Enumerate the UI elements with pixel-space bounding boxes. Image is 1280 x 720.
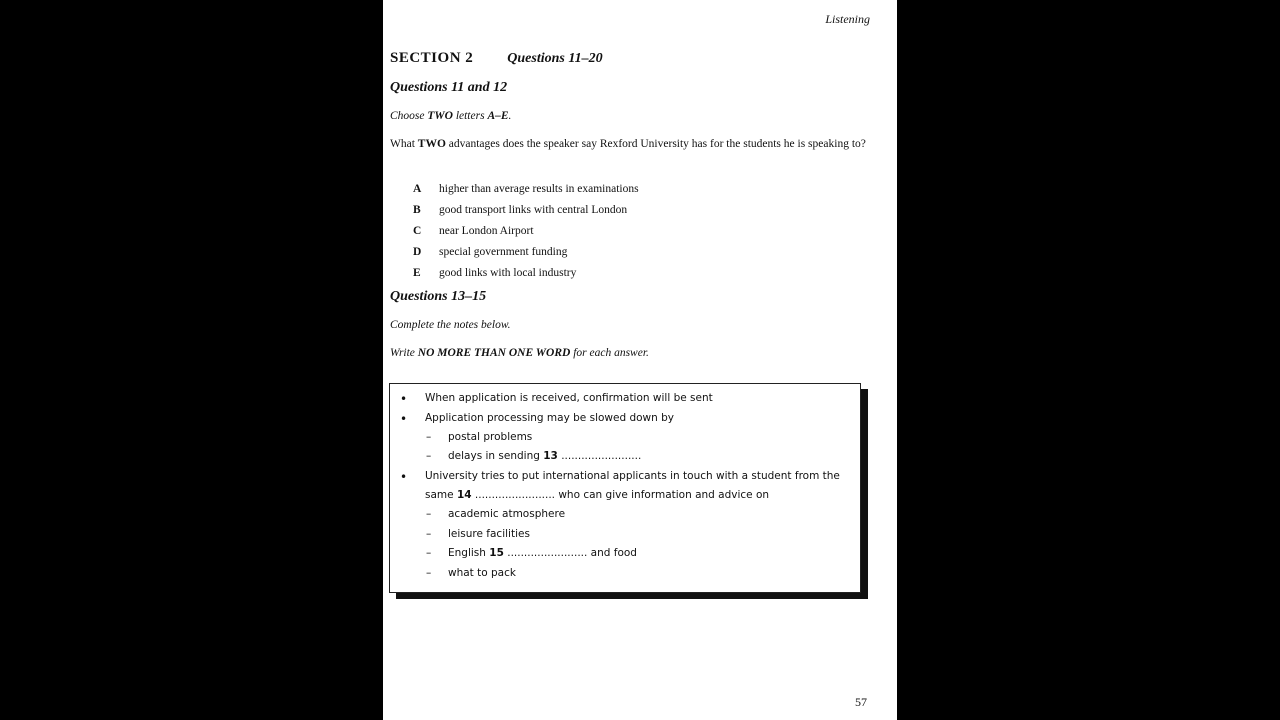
word-limit-instruction: [390, 347, 649, 359]
question-prompt: [390, 137, 870, 151]
section-range: Questions 11–20: [507, 51, 603, 66]
option-text: special government funding: [439, 245, 568, 258]
question-text: advantages does the speaker say Rexford University has for the students he is speaking to?: [445, 138, 866, 150]
dash-icon: –: [426, 567, 432, 579]
note-sub-postal: postal problems: [448, 431, 533, 443]
instruction-text: for each answer.: [570, 347, 649, 359]
book-page: [383, 0, 897, 720]
questions-11-12-heading: Questions 11 and 12: [390, 80, 508, 95]
option-d: [413, 241, 639, 262]
option-text: good transport links with central London: [439, 203, 628, 216]
option-e: [413, 262, 639, 283]
bullet-icon: •: [400, 392, 408, 406]
option-letter: C: [413, 224, 422, 237]
instruction-text: Choose: [390, 110, 428, 122]
option-a: [413, 178, 639, 199]
instruction-text: letters: [452, 110, 488, 122]
note-text: English: [448, 547, 490, 559]
answer-blank-14: ........................ who can give information and advice on: [471, 489, 770, 501]
complete-instruction: Complete the notes below.: [390, 319, 511, 331]
answer-blank-15: ........................ and food: [503, 547, 637, 559]
instruction-text: .: [508, 110, 512, 122]
question-bold: TWO: [417, 138, 446, 150]
choose-instruction: [390, 110, 511, 122]
note-text: delays in sending: [448, 450, 544, 462]
note-bullet-2: Application processing may be slowed down by: [425, 412, 675, 424]
dash-icon: –: [426, 450, 432, 462]
option-letter: D: [413, 245, 422, 258]
option-text: near London Airport: [439, 224, 534, 237]
questions-13-15-heading: Questions 13–15: [390, 289, 487, 304]
instruction-bold: TWO: [427, 110, 453, 122]
answer-blank-13: ........................: [557, 450, 642, 462]
option-c: [413, 220, 639, 241]
bullet-icon: •: [400, 470, 408, 484]
instruction-bold: A–E: [487, 110, 509, 122]
instruction-text: Write: [390, 347, 418, 359]
option-letter: A: [413, 182, 422, 195]
running-head: Listening: [825, 12, 870, 26]
dash-icon: –: [426, 528, 432, 540]
question-text: What: [390, 138, 418, 150]
question-number-13: 13: [543, 450, 558, 462]
note-bullet-3-line-2: [425, 489, 769, 501]
instruction-bold: NO MORE THAN ONE WORD: [417, 347, 571, 359]
options-list: [413, 178, 639, 283]
notes-box: [389, 383, 861, 593]
question-number-14: 14: [456, 489, 472, 501]
page-number: 57: [855, 695, 867, 709]
note-sub-english: [448, 547, 637, 559]
note-sub-leisure: leisure facilities: [448, 528, 530, 540]
dash-icon: –: [426, 547, 432, 559]
note-bullet-1: When application is received, confirmation will be sent: [425, 392, 713, 404]
note-bullet-3-line-1: University tries to put international applicants in touch with a student from the: [425, 470, 840, 482]
question-number-15: 15: [489, 547, 504, 559]
bullet-icon: •: [400, 412, 408, 426]
option-text: good links with local industry: [439, 266, 577, 279]
note-sub-academic: academic atmosphere: [448, 508, 566, 520]
section-label: SECTION 2: [390, 50, 474, 66]
note-text: same: [425, 489, 457, 501]
option-text: higher than average results in examinations: [439, 182, 639, 195]
dash-icon: –: [426, 431, 432, 443]
section-heading: [390, 50, 603, 67]
option-letter: B: [413, 203, 421, 216]
option-b: [413, 199, 639, 220]
note-sub-pack: what to pack: [448, 567, 516, 579]
option-letter: E: [413, 266, 421, 279]
note-sub-delays: [448, 450, 641, 462]
dash-icon: –: [426, 508, 432, 520]
